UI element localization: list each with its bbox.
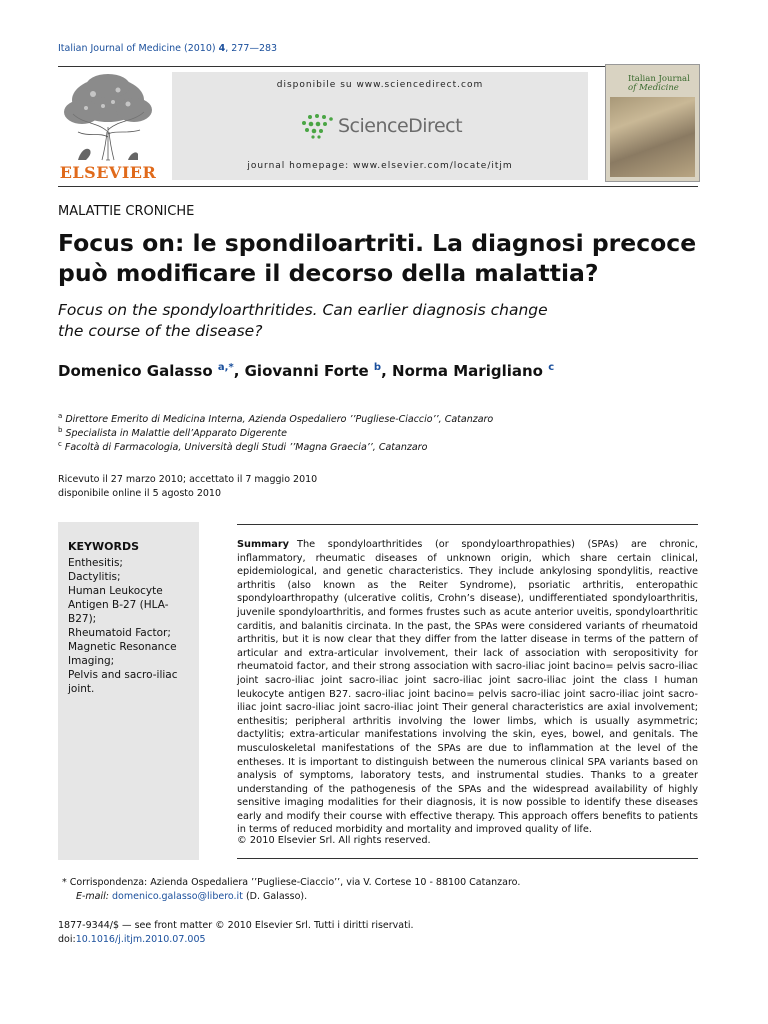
author-email-link[interactable]: domenico.galasso@libero.it [112, 891, 243, 902]
summary-copyright: © 2010 Elsevier Srl. All rights reserved. [237, 835, 431, 846]
elsevier-tree-icon [58, 72, 158, 162]
journal-pages: , 277—283 [225, 43, 278, 54]
journal-reference[interactable] [58, 43, 277, 54]
article-subtitle: Focus on the spondyloarthritides. Can earlier diagnosis change the course of the disease? [58, 301, 548, 340]
author-list: Domenico Galasso $^{a,*}$, Giovanni Forte $^b$, Norma Marigliano $^c$ [58, 362, 555, 380]
keyword-item: Enthesitis; [68, 557, 123, 569]
journal-name: Italian Journal of Medicine [58, 43, 181, 54]
summary-text [237, 538, 698, 837]
journal-homepage[interactable]: journal homepage: www.elsevier.com/locate/itjm [247, 161, 513, 171]
banner-top-rule [58, 66, 698, 67]
author-name: Norma Marigliano [392, 362, 543, 380]
affiliation: $^a$ Direttore Emerito di Medicina Interna, Azienda Ospedaliero ’’Pugliese-Ciaccio’’, Catanzaro [58, 412, 494, 426]
doi-line: doi:10.1016/j.itjm.2010.07.005 [58, 934, 206, 945]
author-affiliation-link[interactable]: b [373, 362, 382, 373]
keyword-item: Magnetic Resonance Imaging; [68, 641, 177, 667]
summary-top-rule [237, 524, 698, 525]
online-date: disponibile online il 5 agosto 2010 [58, 488, 222, 499]
summary-body: The spondyloarthritides (or spondyloarthropathies) (SPAs) are chronic, inflammatory, rheumatic diseases of unknown origin, which share certain clinical, epidemiological, and genetic characteristics. They include ankylosing spondylitis, reactive arthritis (also known as the Reiter Syndrome), psoriatic arthritis, enteropathic spondyloarthropathy (ulcerative colitis, Crohn’s disease), undifferentiated spondyloarthritis, juvenile spondyloarthritis, and formes frustes such as acute anterior uveitis, spondyloarthritic carditis, and balanitis circinata. In the past, the SPAs were considered variants of rheumatoid arthritis, but it is now clear that they differ from the latter disease in terms of the pattern of articular and extra-articular involvement, their lack of association with seropositivity for rheumatoid factor, and their strong association with sacro-iliac joint bacino= pelvis sacro-iliac joint sacro-iliac joint sacro-iliac joint sacro-iliac joint sacro-iliac joint the class I human leukocyte antigen B27. sacro-iliac joint bacino= pelvis sacro-iliac joint sacro-iliac joint sacro-iliac joint sacro-iliac joint sacro-iliac joint Their general characteristics are axial involvement; enthesitis; peripheral arthritis involving the lower limbs, which is usually asymmetric; dactylitis; extra-articular manifestations involving the skin, eyes, bowel, and genitals. The musculoskeletal manifestations of the SPAs are due to inflammation at the level of the entheses. It is important to distinguish between the numerous clinical SPA variants based on analysis of symptoms, laboratory tests, and instrumental studies. Thanks to a greater understanding of the pathogenesis of the SPAs and the widespread availability of highly sensitive imaging modalities for their diagnosis, it is now possible to identify these diseases early and modify their course with effective therapy. This approach offers benefits to patients in terms of reduced morbidity and mortality and improved quality of life. [237, 539, 698, 836]
keyword-item: Rheumatoid Factor; [68, 627, 171, 639]
keyword-item: Human Leukocyte Antigen B-27 (HLA-B27); [68, 585, 169, 625]
journal-volume: 4 [218, 43, 226, 54]
author-affiliation-link[interactable]: a,* [217, 362, 234, 373]
author-name: Domenico Galasso [58, 362, 213, 380]
availability-line[interactable]: disponibile su www.sciencedirect.com [276, 80, 484, 90]
keyword-item: Dactylitis; [68, 571, 121, 583]
correspondence-note: * Corrispondenza: Azienda Ospedaliera ’’Pugliese-Ciaccio’’, via V. Cortese 10 - 88100 Catanzaro. [62, 877, 521, 888]
summary-label: Summary [237, 539, 290, 550]
journal-cover [605, 64, 700, 182]
keyword-item: Pelvis and sacro-iliac joint. [68, 669, 178, 695]
cover-artwork [610, 97, 695, 177]
affiliation: $^b$ Specialista in Malattie dell’Apparato Digerente [58, 426, 287, 440]
keywords-list [68, 556, 196, 696]
article-title: Focus on: le spondiloartriti. La diagnosi precoce può modificare il decorso della malattia? [58, 229, 697, 287]
elsevier-logo [58, 72, 158, 182]
front-matter: 1877-9344/$ — see front matter © 2010 Elsevier Srl. Tutti i diritti riservati. [58, 920, 414, 931]
section-label: MALATTIE CRONICHE [58, 204, 195, 219]
author-affiliation-link[interactable]: c [548, 362, 555, 373]
journal-year: (2010) [184, 43, 216, 54]
cover-title: Italian Journal of Medicine [628, 74, 690, 93]
author-name: Giovanni Forte [244, 362, 369, 380]
doi-link[interactable]: 10.1016/j.itjm.2010.07.005 [75, 934, 206, 945]
received-date: Ricevuto il 27 marzo 2010; accettato il 7 maggio 2010 [58, 474, 318, 485]
elsevier-wordmark: ELSEVIER [59, 163, 157, 182]
keywords-heading: KEYWORDS [68, 540, 140, 553]
email-note: E-mail: domenico.galasso@libero.it (D. Galasso). [76, 891, 308, 902]
banner-bottom-rule [58, 186, 698, 187]
sciencedirect-dots-icon [300, 113, 336, 139]
affiliation: $^c$ Facoltà di Farmacologia, Università degli Studi ’’Magna Graecia’’, Catanzaro [58, 440, 428, 454]
sciencedirect-wordmark: ScienceDirect [338, 115, 463, 137]
summary-bottom-rule [237, 858, 698, 859]
